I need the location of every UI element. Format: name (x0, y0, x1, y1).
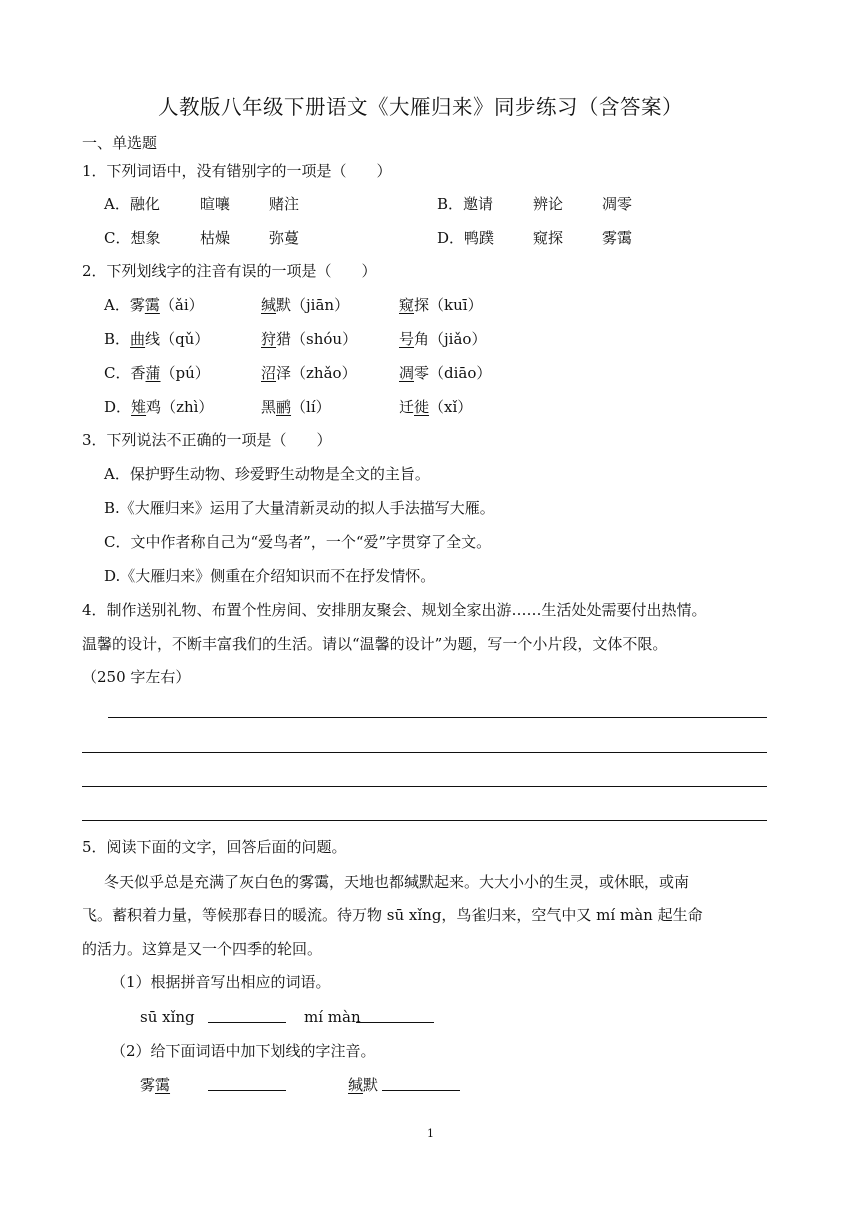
q2-row-a-item-1 (104, 295, 204, 315)
q2-row-b-item-2 (261, 329, 357, 349)
q1-option-c-word-3: 弥蔓 (269, 229, 300, 247)
option-letter: C． (104, 364, 131, 382)
word-part: 零 (414, 364, 430, 382)
underlined-char: 蒲 (145, 364, 161, 382)
q3-option-c: C．文中作者称自己为“爱鸟者”，一个“爱”字贯穿了全文。 (104, 533, 492, 551)
q3-option-b: B.《大雁归来》运用了大量清新灵动的拟人手法描写大雁。 (104, 499, 495, 517)
underlined-char: 缄 (348, 1076, 364, 1094)
pinyin: （zhì） (161, 398, 214, 416)
q2-row-d-item-3 (399, 397, 472, 417)
q1-option-c-word-2: 枯燥 (200, 229, 231, 247)
pinyin: （ǎi） (159, 296, 204, 314)
underlined-char: 霭 (155, 1076, 171, 1094)
q2-row-c-item-2 (261, 363, 357, 383)
answer-line[interactable] (108, 717, 767, 718)
q4-line-2: 温馨的设计，不断丰富我们的生活。请以“温馨的设计”为题，写一个小片段，文体不限。 (82, 635, 668, 653)
q1-option-b-word-3: 凋零 (602, 195, 633, 213)
option-word: 邀请 (463, 195, 494, 213)
q1-option-d-word-2: 窥探 (533, 229, 564, 247)
pinyin: （kuī） (429, 296, 483, 314)
word-part: 猎 (276, 330, 292, 348)
q5-subquestion-2: （2）给下面词语中加下划线的字注音。 (111, 1042, 376, 1060)
option-word: 融化 (129, 195, 160, 213)
pinyin: （xǐ） (429, 398, 473, 416)
option-letter: B． (437, 195, 464, 213)
q4-line-1: 4．制作送别礼物、布置个性房间、安排朋友聚会、规划全家出游……生活处处需要付出热情。 (82, 601, 707, 619)
pinyin: （zhǎo） (291, 364, 357, 382)
answer-line[interactable] (82, 752, 767, 753)
q3-option-d: D.《大雁归来》侧重在介绍知识而不在抒发情怀。 (104, 567, 436, 585)
word-part: 探 (414, 296, 430, 314)
underlined-char: 鹂 (276, 398, 292, 416)
q2-row-c-item-1 (104, 363, 210, 383)
q2-row-b-item-1 (104, 329, 209, 349)
underlined-char: 霭 (144, 296, 160, 314)
underlined-char: 缄 (261, 296, 277, 314)
q1-stem: 1．下列词语中，没有错别字的一项是（ ） (82, 162, 392, 180)
answer-blank[interactable] (356, 1006, 434, 1023)
option-letter: D． (104, 398, 132, 416)
underlined-char: 沼 (261, 364, 277, 382)
option-letter: C． (104, 229, 131, 247)
q1-option-b (437, 194, 493, 214)
option-letter: D． (437, 229, 465, 247)
option-word: 鸭蹼 (464, 229, 495, 247)
underlined-char: 徙 (414, 398, 430, 416)
word-part: 线 (145, 330, 161, 348)
q2-row-d-item-1 (104, 397, 213, 417)
underlined-char: 狩 (261, 330, 277, 348)
page-title: 人教版八年级下册语文《大雁归来》同步练习（含答案） (158, 95, 683, 119)
pinyin: （diāo） (429, 364, 492, 382)
word-part: 雾 (129, 296, 145, 314)
q2-row-c-item-3 (399, 363, 491, 383)
word-part: 默 (363, 1076, 379, 1094)
word-part: 角 (414, 330, 430, 348)
q1-option-a-word-2: 暄嚷 (200, 195, 231, 213)
word-part: 泽 (276, 364, 292, 382)
q1-option-d (437, 228, 494, 248)
pinyin: （pú） (160, 364, 210, 382)
underlined-char: 凋 (399, 364, 415, 382)
q2-row-b-item-3 (399, 329, 486, 349)
q1-option-d-word-3: 雾霭 (602, 229, 633, 247)
q3-option-a: A．保护野生动物、珍爱野生动物是全文的主旨。 (104, 465, 430, 483)
answer-blank[interactable] (208, 1074, 286, 1091)
option-letter: A． (104, 195, 130, 213)
q3-stem: 3．下列说法不正确的一项是（ ） (82, 431, 332, 449)
underlined-char: 窥 (399, 296, 415, 314)
q2-row-a-item-3 (399, 295, 483, 315)
q1-option-a (104, 194, 160, 214)
q5-passage-line-3: 的活力。这算是又一个四季的轮回。 (82, 940, 323, 958)
q5-passage-line-2: 飞。蓄积着力量，等候那春日的暖流。待万物 sū xǐng，鸟雀归来，空气中又 mí màn 起生命 (82, 906, 703, 924)
page-number: 1 (427, 1127, 434, 1140)
q5-pinyin-2: mí màn (304, 1008, 361, 1026)
q1-option-a-word-3: 赌注 (269, 195, 300, 213)
underlined-char: 雉 (131, 398, 147, 416)
q5-stem: 5．阅读下面的文字，回答后面的问题。 (82, 838, 347, 856)
q5-word-1 (140, 1075, 170, 1095)
answer-line[interactable] (82, 820, 767, 821)
word-part: 迁 (399, 398, 415, 416)
q4-line-3: （250 字左右） (82, 668, 191, 686)
q5-passage-line-1: 冬天似乎总是充满了灰白色的雾霭，天地也都缄默起来。大大小小的生灵，或休眠，或南 (104, 873, 690, 891)
q1-option-b-word-2: 辨论 (533, 195, 564, 213)
word-part: 默 (276, 296, 292, 314)
option-word: 想象 (130, 229, 161, 247)
q2-row-a-item-2 (261, 295, 349, 315)
pinyin: （qǔ） (160, 330, 210, 348)
pinyin: （lí） (291, 398, 331, 416)
q1-option-c (104, 228, 161, 248)
option-letter: A． (104, 296, 130, 314)
section-heading: 一、单选题 (82, 134, 158, 152)
word-part: 雾 (140, 1076, 156, 1094)
word-part: 黑 (261, 398, 277, 416)
answer-line[interactable] (82, 786, 767, 787)
pinyin: （jiān） (291, 296, 350, 314)
underlined-char: 曲 (130, 330, 146, 348)
answer-blank[interactable] (382, 1074, 460, 1091)
q5-pinyin-1: sū xǐng (140, 1008, 195, 1026)
pinyin: （shóu） (291, 330, 358, 348)
answer-blank[interactable] (208, 1006, 286, 1023)
q5-word-2 (348, 1075, 378, 1095)
q5-subquestion-1: （1）根据拼音写出相应的词语。 (111, 973, 331, 991)
option-letter: B． (104, 330, 131, 348)
pinyin: （jiǎo） (429, 330, 487, 348)
q2-stem: 2．下列划线字的注音有误的一项是（ ） (82, 262, 377, 280)
word-part: 鸡 (146, 398, 162, 416)
q2-row-d-item-2 (261, 397, 331, 417)
underlined-char: 号 (399, 330, 415, 348)
word-part: 香 (130, 364, 146, 382)
